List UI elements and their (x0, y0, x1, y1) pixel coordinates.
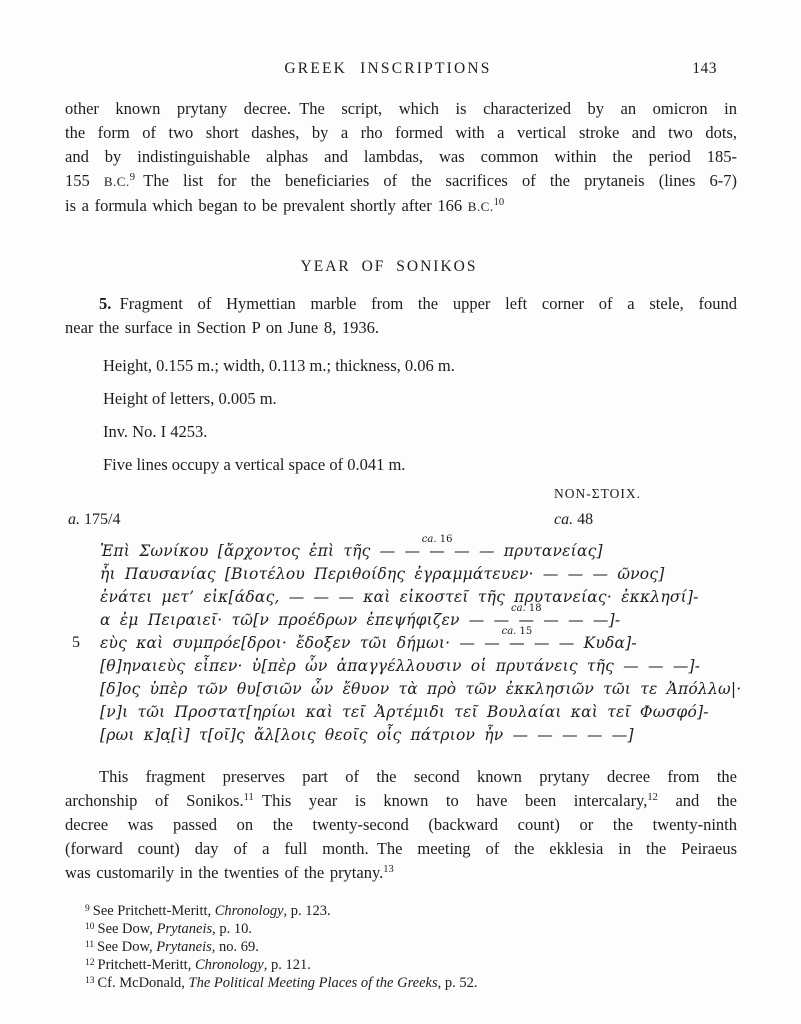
footnote-marker: 12 (85, 958, 95, 968)
footnote-marker: 13 (85, 976, 95, 986)
inscription-line (100, 655, 737, 678)
date-label (68, 511, 120, 529)
footnote-ref: 12 (647, 792, 658, 803)
text-line: decree was passed on the twenty-second (backward count) or the twenty-ninth (65, 815, 737, 834)
paragraph-discussion (65, 765, 737, 885)
footnote-ref: 10 (493, 197, 505, 208)
measurement-line: Height, 0.155 m.; width, 0.113 m.; thickness, 0.06 m. (103, 356, 455, 375)
cited-title: Prytaneis (156, 939, 212, 955)
ca-value: 48 (577, 511, 594, 528)
text-line: the form of two short dashes, by a rho formed with a vertical stroke and two dots, (65, 123, 737, 142)
cited-title: The Political Meeting Places of the Greeks (188, 975, 438, 991)
cited-title: Chronology (214, 903, 284, 919)
text-line: 5. Fragment of Hymettian marble from the upper left corner of a stele, found (99, 294, 737, 313)
ca-prefix: ca. (554, 511, 574, 528)
line-length-label (554, 511, 593, 529)
lacuna-length-label: ca. 18 (510, 603, 542, 614)
text-line: and by indistinguishable alphas and lambdas, was common within the period 185- (65, 147, 737, 166)
text-line: was customarily in the twenties of the prytany.$^{13}$ (65, 863, 394, 882)
paragraph-continuation (65, 97, 737, 219)
page-number: 143 (692, 60, 717, 77)
non-stoichedon-label: NON-ΣΤΟΙΧ. (554, 486, 641, 501)
text-line: other known prytany decree. The script, which is characterized by an omicron in (65, 99, 737, 118)
section-heading: YEAR OF SONIKOS (300, 258, 478, 275)
inscription-line-text: ἐνάτει μετ’ εἰκ[άδας, — — — καὶ εἰκοστεῖ τῆς πρυτανείας· ἐκκλησί]- (100, 588, 699, 606)
footnote-marker: 10 (85, 922, 95, 932)
lacuna-length-note: — ca. 18 (518, 609, 534, 631)
inscription-line-text: ἧι Παυσανίας [Βιοτέλου Περιθοίδης ἐγραμμάτευεν· — — — ῶνος] (100, 565, 665, 583)
inscription-line-text: Ἐπὶ Σωνίκου [ἄρχοντος ἐπὶ τῆς — — — ca. 16 — — πρυτανείας] (100, 542, 603, 560)
inscription-line-text: α ἐμ Πειραιεῖ· τῶ[ν προέδρων ἐπεψήφιζεν — — — ca. 18 — — —]- (100, 611, 620, 629)
inscription-line (100, 563, 737, 586)
lacuna-length-label: ca. 15 (501, 626, 533, 637)
cited-title: Prytaneis (156, 921, 213, 937)
inscription-line (100, 724, 737, 747)
cited-title: Chronology (194, 957, 264, 973)
lacuna-length-label: ca. 16 (421, 534, 453, 545)
running-header (65, 60, 737, 82)
inscription-line-text: εὺς καὶ συμπρόε[δροι· ἔδοξεν τῶι δήμωι· — — — ca. 15 — — Κυδα]- (100, 634, 637, 652)
text-line: 155 B.C.$^9$ The list for the beneficiaries of the sacrifices of the prytaneis (lines 6-7) (65, 171, 738, 190)
inscription-line-text: [δ]ος ὑπὲρ τῶν θυ[σιῶν ὧν ἔθυον τὰ πρὸ τῶν ἐκκλησιῶν τῶι τε Ἀπόλλω|· (100, 680, 742, 698)
measurement-line: Inv. No. I 4253. (103, 422, 208, 441)
text-line: near the surface in Section P on June 8, 1936. (65, 318, 379, 337)
inscription-line (100, 678, 742, 701)
inscription-line (100, 603, 737, 632)
date-value: 175/4 (84, 511, 121, 528)
footnote: $^{13}$ Cf. McDonald, The Political Meeting Places of the Greeks, p. 52. (85, 975, 478, 991)
inscription-line (100, 586, 737, 609)
inscription-block (65, 534, 742, 747)
text-line: (forward count) day of a full month. The meeting of the ekklesia in the Peiraeus (65, 839, 737, 858)
footnote-ref: 13 (383, 864, 394, 875)
lacuna-length-note: — ca. 15 (509, 632, 525, 654)
inscription-line-text: [ν]ι τῶι Προστατ[ηρίωι καὶ τεῖ Ἀρτέμιδι τεῖ Βουλαίαι καὶ τεῖ Φωσφό]- (100, 703, 709, 721)
footnote-marker: 9 (85, 904, 90, 914)
footnotes (65, 902, 737, 992)
inscription-header (65, 486, 737, 538)
text-line: is a formula which began to be prevalent shortly after 166 B.C.$^{10}$ (65, 196, 505, 215)
inscription-line (100, 534, 737, 563)
footnote: $^{12}$ Pritchett-Meritt, Chronology, p. 121. (85, 957, 311, 973)
lacuna-length-note: — ca. 16 (429, 540, 445, 562)
footnote-marker: 11 (85, 940, 95, 950)
footnote: $^{10}$ See Dow, Prytaneis, p. 10. (85, 921, 253, 937)
measurement-line: Five lines occupy a vertical space of 0.041 m. (103, 455, 406, 474)
text-line: archonship of Sonikos.$^{11}$ This year is known to have been intercalary,$^{12}$ and the (65, 791, 738, 810)
inscription-line (72, 626, 737, 655)
small-caps-text: B.C. (103, 174, 130, 189)
footnote-ref: 11 (243, 792, 254, 803)
paragraph-entry (65, 292, 737, 340)
footnote: $^{11}$ See Dow, Prytaneis, no. 69. (85, 939, 259, 955)
footnote-ref: 9 (129, 172, 135, 183)
inscription-line-number: 5 (72, 634, 80, 651)
inscription-line-text: [ρωι κ]α̣[ὶ] τ[οῖ]ς ἄλ[λοις θεοῖς οἷς πάτριον ἦν — — — — —] (100, 726, 634, 744)
measurements-list (65, 354, 737, 477)
date-prefix: a. (68, 511, 80, 528)
measurement-line: Height of letters, 0.005 m. (103, 389, 277, 408)
footnote: $^9$ See Pritchett-Meritt, Chronology, p. 123. (85, 903, 331, 919)
text-line: This fragment preserves part of the second known prytany decree from the (99, 767, 737, 786)
inscription-line (100, 701, 737, 724)
small-caps-text: B.C. (467, 199, 494, 214)
inscription-line-text: [θ]ηναιεὺς εἶπεν· ὑ[πὲρ ὧν ἀπαγγέλλουσιν οἱ πρυτάνεις τῆς — — —]- (100, 657, 701, 675)
running-header-title: GREEK INSCRIPTIONS (284, 60, 492, 77)
entry-number: 5. (99, 294, 112, 313)
